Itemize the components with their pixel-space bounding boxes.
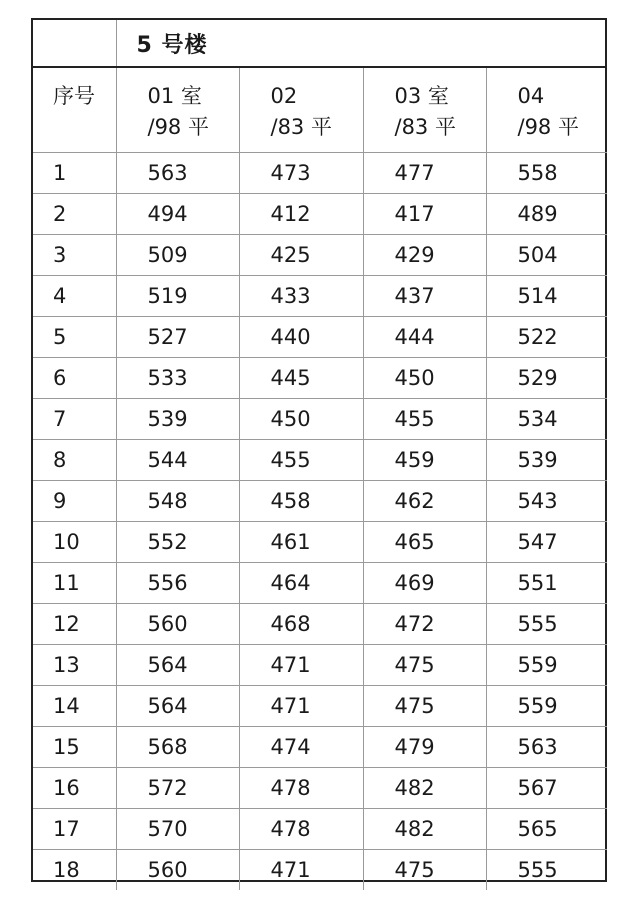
price-cell: 482	[363, 767, 486, 808]
price-cell: 437	[363, 275, 486, 316]
row-number-cell: 9	[33, 480, 116, 521]
row-number-cell: 12	[33, 603, 116, 644]
row-number-cell: 8	[33, 439, 116, 480]
table-row	[33, 439, 607, 480]
price-cell: 551	[486, 562, 607, 603]
row-number-cell: 10	[33, 521, 116, 562]
price-cell: 458	[239, 480, 363, 521]
price-cell: 522	[486, 316, 607, 357]
column-header-seq	[33, 67, 116, 152]
price-cell: 529	[486, 357, 607, 398]
price-cell: 555	[486, 603, 607, 644]
table-row	[33, 808, 607, 849]
column-header-unit-01	[116, 67, 239, 152]
price-cell: 563	[116, 152, 239, 193]
column-header-unit-04	[486, 67, 607, 152]
row-number-cell: 14	[33, 685, 116, 726]
row-number-cell: 5	[33, 316, 116, 357]
price-cell: 552	[116, 521, 239, 562]
price-cell: 462	[363, 480, 486, 521]
price-cell: 555	[486, 849, 607, 890]
price-cell: 445	[239, 357, 363, 398]
price-cell: 469	[363, 562, 486, 603]
price-cell: 433	[239, 275, 363, 316]
price-cell: 544	[116, 439, 239, 480]
row-number-cell: 2	[33, 193, 116, 234]
price-cell: 547	[486, 521, 607, 562]
row-number-cell: 4	[33, 275, 116, 316]
table-row	[33, 234, 607, 275]
price-cell: 548	[116, 480, 239, 521]
price-cell: 564	[116, 644, 239, 685]
price-cell: 473	[239, 152, 363, 193]
column-header-line2: /83 平	[270, 115, 332, 139]
price-table-frame	[31, 18, 607, 882]
price-cell: 417	[363, 193, 486, 234]
row-number-cell: 1	[33, 152, 116, 193]
price-cell: 565	[486, 808, 607, 849]
table-row	[33, 480, 607, 521]
price-cell: 475	[363, 849, 486, 890]
column-header-line1: 01 室	[147, 84, 202, 108]
price-cell: 472	[363, 603, 486, 644]
price-cell: 471	[239, 644, 363, 685]
column-header-line1: 04	[517, 84, 545, 108]
price-cell: 482	[363, 808, 486, 849]
price-cell: 539	[486, 439, 607, 480]
column-header-line2: /83 平	[394, 115, 456, 139]
row-number-cell: 18	[33, 849, 116, 890]
price-cell: 444	[363, 316, 486, 357]
column-header-line1: 序号	[53, 84, 95, 108]
row-number-cell: 15	[33, 726, 116, 767]
price-cell: 563	[486, 726, 607, 767]
table-row	[33, 644, 607, 685]
price-cell: 459	[363, 439, 486, 480]
price-cell: 564	[116, 685, 239, 726]
table-row	[33, 685, 607, 726]
price-table	[33, 20, 607, 890]
row-number-cell: 17	[33, 808, 116, 849]
price-cell: 509	[116, 234, 239, 275]
price-cell: 533	[116, 357, 239, 398]
price-cell: 570	[116, 808, 239, 849]
price-cell: 478	[239, 808, 363, 849]
table-row	[33, 521, 607, 562]
building-title: 5 号楼	[116, 20, 607, 67]
price-cell: 567	[486, 767, 607, 808]
price-cell: 465	[363, 521, 486, 562]
price-cell: 425	[239, 234, 363, 275]
price-cell: 519	[116, 275, 239, 316]
price-cell: 543	[486, 480, 607, 521]
price-cell: 534	[486, 398, 607, 439]
price-cell: 489	[486, 193, 607, 234]
price-cell: 568	[116, 726, 239, 767]
price-cell: 450	[239, 398, 363, 439]
column-header-line1: 02	[270, 84, 298, 108]
price-cell: 572	[116, 767, 239, 808]
row-number-cell: 16	[33, 767, 116, 808]
price-cell: 461	[239, 521, 363, 562]
column-header-line2: /98 平	[517, 115, 579, 139]
price-cell: 450	[363, 357, 486, 398]
price-cell: 514	[486, 275, 607, 316]
row-number-cell: 13	[33, 644, 116, 685]
table-row	[33, 275, 607, 316]
price-cell: 559	[486, 685, 607, 726]
price-cell: 494	[116, 193, 239, 234]
price-cell: 475	[363, 644, 486, 685]
row-number-cell: 11	[33, 562, 116, 603]
table-row	[33, 562, 607, 603]
row-number-cell: 7	[33, 398, 116, 439]
price-cell: 412	[239, 193, 363, 234]
table-row	[33, 316, 607, 357]
title-blank-cell	[33, 20, 116, 67]
price-cell: 471	[239, 849, 363, 890]
table-row	[33, 152, 607, 193]
price-cell: 560	[116, 849, 239, 890]
price-cell: 558	[486, 152, 607, 193]
column-header-line2: /98 平	[147, 115, 209, 139]
table-row	[33, 193, 607, 234]
price-cell: 468	[239, 603, 363, 644]
price-cell: 560	[116, 603, 239, 644]
price-cell: 474	[239, 726, 363, 767]
table-row	[33, 767, 607, 808]
price-cell: 475	[363, 685, 486, 726]
row-number-cell: 3	[33, 234, 116, 275]
price-cell: 440	[239, 316, 363, 357]
table-row	[33, 398, 607, 439]
table-row	[33, 726, 607, 767]
price-cell: 477	[363, 152, 486, 193]
price-cell: 455	[363, 398, 486, 439]
price-cell: 504	[486, 234, 607, 275]
price-cell: 539	[116, 398, 239, 439]
price-cell: 471	[239, 685, 363, 726]
row-number-cell: 6	[33, 357, 116, 398]
price-cell: 479	[363, 726, 486, 767]
table-row	[33, 603, 607, 644]
column-header-line1: 03 室	[394, 84, 449, 108]
price-cell: 455	[239, 439, 363, 480]
table-row	[33, 357, 607, 398]
column-header-unit-02	[239, 67, 363, 152]
header-row	[33, 67, 607, 152]
price-cell: 478	[239, 767, 363, 808]
price-cell: 527	[116, 316, 239, 357]
title-row	[33, 20, 607, 67]
price-cell: 556	[116, 562, 239, 603]
price-cell: 429	[363, 234, 486, 275]
price-cell: 464	[239, 562, 363, 603]
column-header-unit-03	[363, 67, 486, 152]
price-cell: 559	[486, 644, 607, 685]
table-row	[33, 849, 607, 890]
